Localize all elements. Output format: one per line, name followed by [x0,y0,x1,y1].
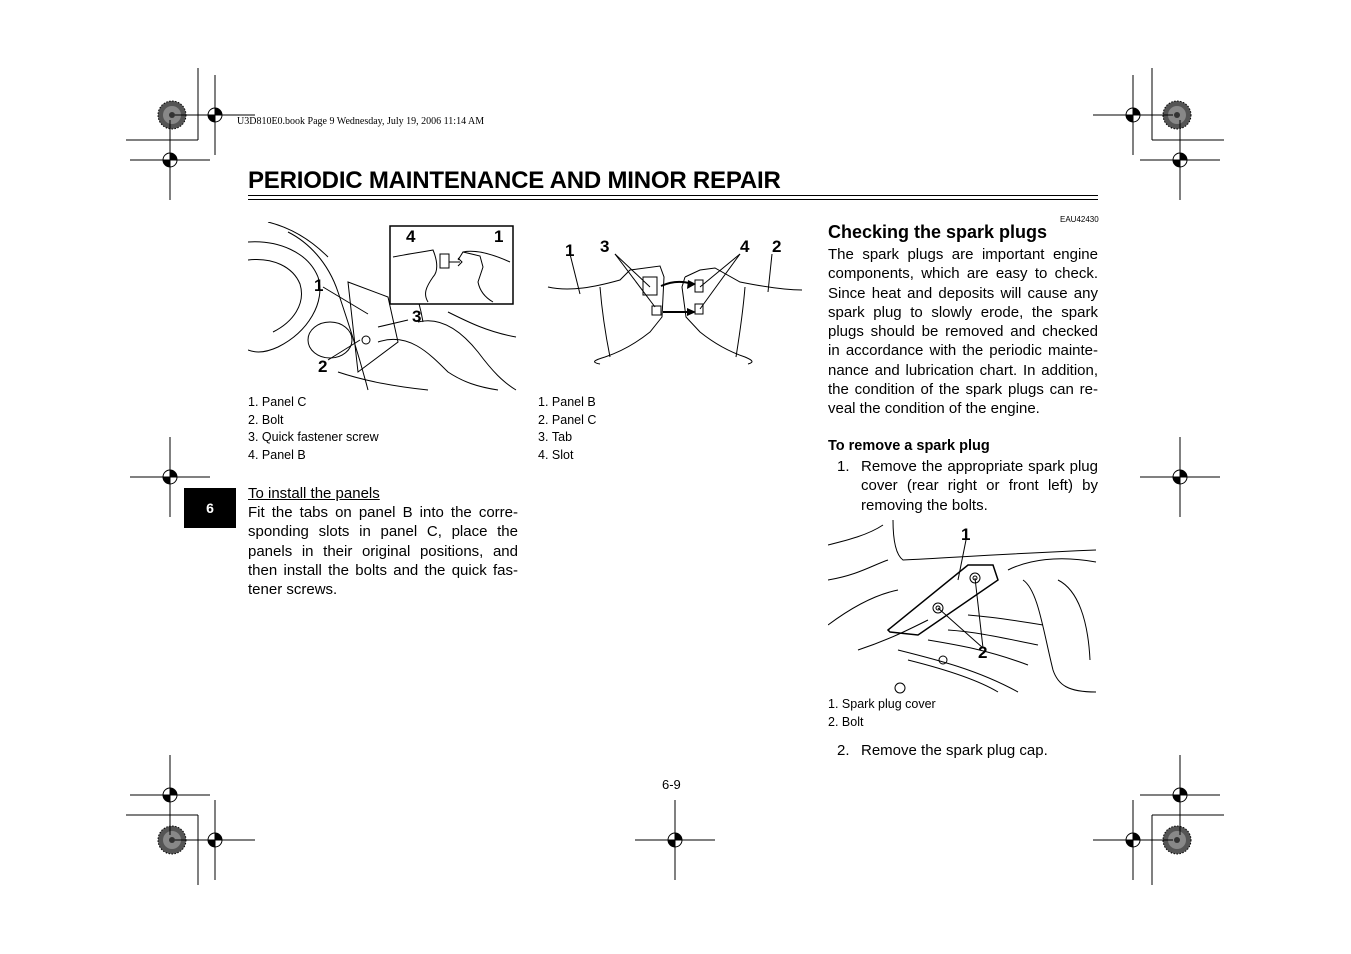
chapter-tab: 6 [184,488,236,528]
figure-3-spark-plug-cover [828,520,1098,695]
caption-item: 1. Panel B [538,395,596,409]
caption-item: 4. Panel B [248,447,306,462]
caption-item: 4. Slot [538,447,574,462]
step-1-number: 1. [837,458,850,475]
fig2-callout-2: 2 [772,237,782,256]
remove-spark-plug-heading: To remove a spark plug [828,438,990,454]
fig1-callout-1: 1 [314,276,324,295]
reference-code: EAU42430 [1060,215,1099,224]
step-1-text: Remove the appropriate spark plug cover (rear right or front left) by removing the bolts. [861,458,1098,514]
spark-plugs-heading: Checking the spark plugs [828,222,1048,242]
caption-item: 2. Bolt [248,412,284,427]
caption-item: 3. Tab [538,430,573,444]
figure-2-captions [538,394,596,464]
fig3-callout-1: 1 [961,525,971,544]
fig1-callout-3: 3 [412,307,422,326]
fig1-callout-4: 4 [406,227,416,246]
spark-plugs-body: The spark plugs are important engine components, which are easy to check. Since heat and deposits will cause any spark plug to slowly erode, the spark plugs should be removed and checked in accordance with the periodic mainte-nance and lubrication chart. In addition, the condition of the spark plugs can re-veal the condition of the engine. [828,246,1098,418]
page-title: PERIODIC MAINTENANCE AND MINOR REPAIR [248,167,781,194]
step-2-number: 2. [837,742,850,759]
caption-item: 2. Bolt [828,714,864,729]
caption-item: 3. Quick fastener screw [248,430,379,444]
figure-1-captions [248,394,379,464]
title-rule-thick [248,195,1098,196]
figure-3-captions [828,696,936,731]
fig2-callout-1: 1 [565,241,575,260]
figure-2-panel-diagram [540,232,805,392]
fig1-callout-1-inset: 1 [494,227,504,246]
page-number: 6-9 [662,777,681,792]
fig3-callout-2: 2 [978,643,988,662]
step-1 [837,457,1098,517]
install-heading: To install the panels [248,485,380,502]
step-2-text: Remove the spark plug cap. [861,742,1048,759]
fig2-callout-3: 3 [600,237,610,256]
file-info-header: U3D810E0.book Page 9 Wednesday, July 19, 2006 11:14 AM [237,116,485,127]
install-body: Fit the tabs on panel B into the corre-sponding slots in panel C, place the panels in their original positions, and then install the bolts and the quick fas-tener screws. [248,504,518,599]
fig2-callout-4: 4 [740,237,750,256]
caption-item: 1. Spark plug cover [828,697,936,711]
step-2 [837,741,1098,761]
caption-item: 1. Panel C [248,395,307,409]
fig1-callout-2: 2 [318,357,328,376]
title-rule-thin [248,199,1098,200]
caption-item: 2. Panel C [538,412,597,427]
figure-1-panel-illustration [248,222,518,392]
